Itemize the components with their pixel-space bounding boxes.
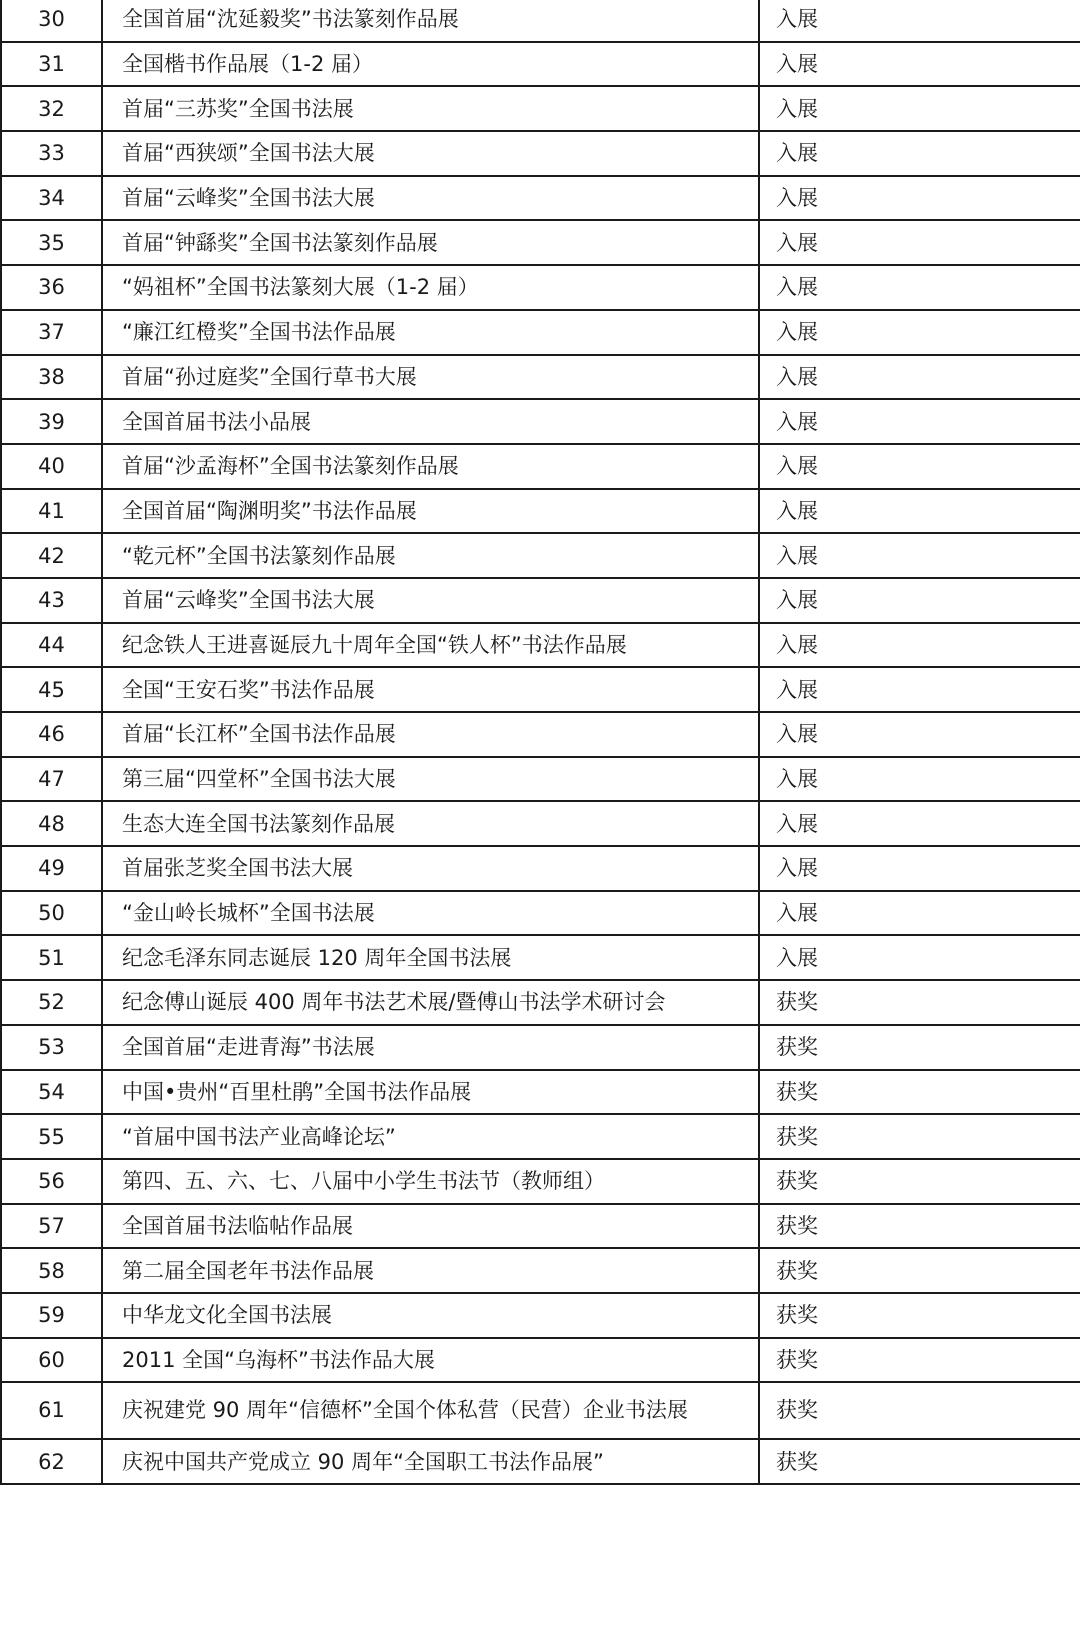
- exhibition-result: 获奖: [759, 1159, 1080, 1204]
- row-number: 47: [1, 757, 102, 802]
- exhibition-name: 全国楷书作品展（1-2 届）: [102, 42, 759, 87]
- table-row: [1, 667, 1080, 712]
- table-row: [1, 1338, 1080, 1383]
- exhibition-result: 入展: [759, 42, 1080, 87]
- row-number: 46: [1, 712, 102, 757]
- exhibition-name: “妈祖杯”全国书法篆刻大展（1-2 届）: [102, 265, 759, 310]
- exhibition-name: 第三届“四堂杯”全国书法大展: [102, 757, 759, 802]
- exhibition-result: 入展: [759, 667, 1080, 712]
- row-number: 55: [1, 1114, 102, 1159]
- row-number: 60: [1, 1338, 102, 1383]
- exhibition-result: 入展: [759, 355, 1080, 400]
- exhibition-name: “廉江红橙奖”全国书法作品展: [102, 310, 759, 355]
- exhibition-name: 庆祝建党 90 周年“信德杯”全国个体私营（民营）企业书法展: [102, 1382, 759, 1439]
- exhibition-result: 入展: [759, 578, 1080, 623]
- table-row: [1, 533, 1080, 578]
- table-row: [1, 846, 1080, 891]
- exhibition-result: 入展: [759, 712, 1080, 757]
- row-number: 37: [1, 310, 102, 355]
- exhibition-table-body: [1, 0, 1080, 1484]
- exhibition-result: 入展: [759, 220, 1080, 265]
- table-row: [1, 86, 1080, 131]
- table-row: [1, 220, 1080, 265]
- row-number: 53: [1, 1025, 102, 1070]
- row-number: 51: [1, 935, 102, 980]
- row-number: 35: [1, 220, 102, 265]
- row-number: 50: [1, 891, 102, 936]
- table-row: [1, 489, 1080, 534]
- row-number: 38: [1, 355, 102, 400]
- exhibition-name: 首届“云峰奖”全国书法大展: [102, 176, 759, 221]
- exhibition-result: 获奖: [759, 1248, 1080, 1293]
- table-row: [1, 1159, 1080, 1204]
- table-row: [1, 1114, 1080, 1159]
- row-number: 34: [1, 176, 102, 221]
- exhibition-result: 获奖: [759, 980, 1080, 1025]
- exhibition-result: 入展: [759, 310, 1080, 355]
- exhibition-name: 首届张芝奖全国书法大展: [102, 846, 759, 891]
- table-row: [1, 891, 1080, 936]
- table-row: [1, 42, 1080, 87]
- exhibition-result: 获奖: [759, 1025, 1080, 1070]
- row-number: 45: [1, 667, 102, 712]
- row-number: 36: [1, 265, 102, 310]
- exhibition-name: 纪念傅山诞辰 400 周年书法艺术展/暨傅山书法学术研讨会: [102, 980, 759, 1025]
- exhibition-result: 入展: [759, 801, 1080, 846]
- exhibition-name: 中华龙文化全国书法展: [102, 1293, 759, 1338]
- row-number: 54: [1, 1070, 102, 1115]
- exhibition-result: 获奖: [759, 1114, 1080, 1159]
- table-row: [1, 757, 1080, 802]
- table-row: [1, 980, 1080, 1025]
- row-number: 39: [1, 399, 102, 444]
- table-row: [1, 712, 1080, 757]
- table-row: [1, 1382, 1080, 1439]
- exhibition-name: 首届“沙孟海杯”全国书法篆刻作品展: [102, 444, 759, 489]
- row-number: 43: [1, 578, 102, 623]
- exhibition-name: 第四、五、六、七、八届中小学生书法节（教师组）: [102, 1159, 759, 1204]
- exhibition-result: 入展: [759, 623, 1080, 668]
- exhibition-result: 入展: [759, 757, 1080, 802]
- exhibition-name: 全国“王安石奖”书法作品展: [102, 667, 759, 712]
- exhibition-result: 获奖: [759, 1204, 1080, 1249]
- row-number: 48: [1, 801, 102, 846]
- exhibition-name: 生态大连全国书法篆刻作品展: [102, 801, 759, 846]
- exhibition-result: 入展: [759, 891, 1080, 936]
- table-row: [1, 1070, 1080, 1115]
- exhibition-name: “金山岭长城杯”全国书法展: [102, 891, 759, 936]
- table-row: [1, 1204, 1080, 1249]
- exhibition-result: 入展: [759, 489, 1080, 534]
- row-number: 58: [1, 1248, 102, 1293]
- row-number: 44: [1, 623, 102, 668]
- row-number: 40: [1, 444, 102, 489]
- table-row: [1, 355, 1080, 400]
- exhibition-name: 纪念毛泽东同志诞辰 120 周年全国书法展: [102, 935, 759, 980]
- exhibition-name: 首届“长江杯”全国书法作品展: [102, 712, 759, 757]
- exhibition-name: 庆祝中国共产党成立 90 周年“全国职工书法作品展”: [102, 1439, 759, 1484]
- exhibition-name: 首届“钟繇奖”全国书法篆刻作品展: [102, 220, 759, 265]
- exhibition-name: 纪念铁人王进喜诞辰九十周年全国“铁人杯”书法作品展: [102, 623, 759, 668]
- exhibition-result: 获奖: [759, 1382, 1080, 1439]
- table-row: [1, 1293, 1080, 1338]
- exhibition-result: 获奖: [759, 1070, 1080, 1115]
- exhibition-result: 入展: [759, 444, 1080, 489]
- row-number: 59: [1, 1293, 102, 1338]
- table-row: [1, 265, 1080, 310]
- exhibition-name: “首届中国书法产业高峰论坛”: [102, 1114, 759, 1159]
- exhibition-result: 入展: [759, 0, 1080, 42]
- exhibition-result: 入展: [759, 131, 1080, 176]
- exhibition-name: 首届“云峰奖”全国书法大展: [102, 578, 759, 623]
- exhibition-result: 获奖: [759, 1293, 1080, 1338]
- row-number: 31: [1, 42, 102, 87]
- exhibition-name: 首届“西狭颂”全国书法大展: [102, 131, 759, 176]
- table-row: [1, 176, 1080, 221]
- row-number: 62: [1, 1439, 102, 1484]
- exhibition-name: 全国首届“走进青海”书法展: [102, 1025, 759, 1070]
- table-row: [1, 578, 1080, 623]
- exhibition-result: 入展: [759, 935, 1080, 980]
- exhibition-result: 入展: [759, 533, 1080, 578]
- exhibition-name: 全国首届书法临帖作品展: [102, 1204, 759, 1249]
- exhibition-name: 第二届全国老年书法作品展: [102, 1248, 759, 1293]
- exhibition-name: 中国•贵州“百里杜鹃”全国书法作品展: [102, 1070, 759, 1115]
- exhibition-result: 入展: [759, 399, 1080, 444]
- row-number: 41: [1, 489, 102, 534]
- table-row: [1, 399, 1080, 444]
- row-number: 49: [1, 846, 102, 891]
- row-number: 33: [1, 131, 102, 176]
- exhibition-result: 入展: [759, 176, 1080, 221]
- table-row: [1, 1439, 1080, 1484]
- table-row: [1, 1248, 1080, 1293]
- exhibition-result: 获奖: [759, 1338, 1080, 1383]
- table-row: [1, 131, 1080, 176]
- exhibition-result: 入展: [759, 265, 1080, 310]
- exhibition-result: 入展: [759, 86, 1080, 131]
- table-row: [1, 623, 1080, 668]
- table-row: [1, 935, 1080, 980]
- exhibition-result: 获奖: [759, 1439, 1080, 1484]
- table-row: [1, 1025, 1080, 1070]
- exhibition-name: 全国首届“陶渊明奖”书法作品展: [102, 489, 759, 534]
- exhibition-name: 全国首届书法小品展: [102, 399, 759, 444]
- exhibition-result: 入展: [759, 846, 1080, 891]
- table-row: [1, 0, 1080, 42]
- exhibition-name: 首届“孙过庭奖”全国行草书大展: [102, 355, 759, 400]
- row-number: 42: [1, 533, 102, 578]
- table-row: [1, 801, 1080, 846]
- exhibition-name: 2011 全国“乌海杯”书法作品大展: [102, 1338, 759, 1383]
- row-number: 61: [1, 1382, 102, 1439]
- exhibition-name: 全国首届“沈延毅奖”书法篆刻作品展: [102, 0, 759, 42]
- exhibition-name: 首届“三苏奖”全国书法展: [102, 86, 759, 131]
- row-number: 52: [1, 980, 102, 1025]
- row-number: 57: [1, 1204, 102, 1249]
- table-row: [1, 310, 1080, 355]
- row-number: 32: [1, 86, 102, 131]
- exhibition-name: “乾元杯”全国书法篆刻作品展: [102, 533, 759, 578]
- row-number: 30: [1, 0, 102, 42]
- table-row: [1, 444, 1080, 489]
- row-number: 56: [1, 1159, 102, 1204]
